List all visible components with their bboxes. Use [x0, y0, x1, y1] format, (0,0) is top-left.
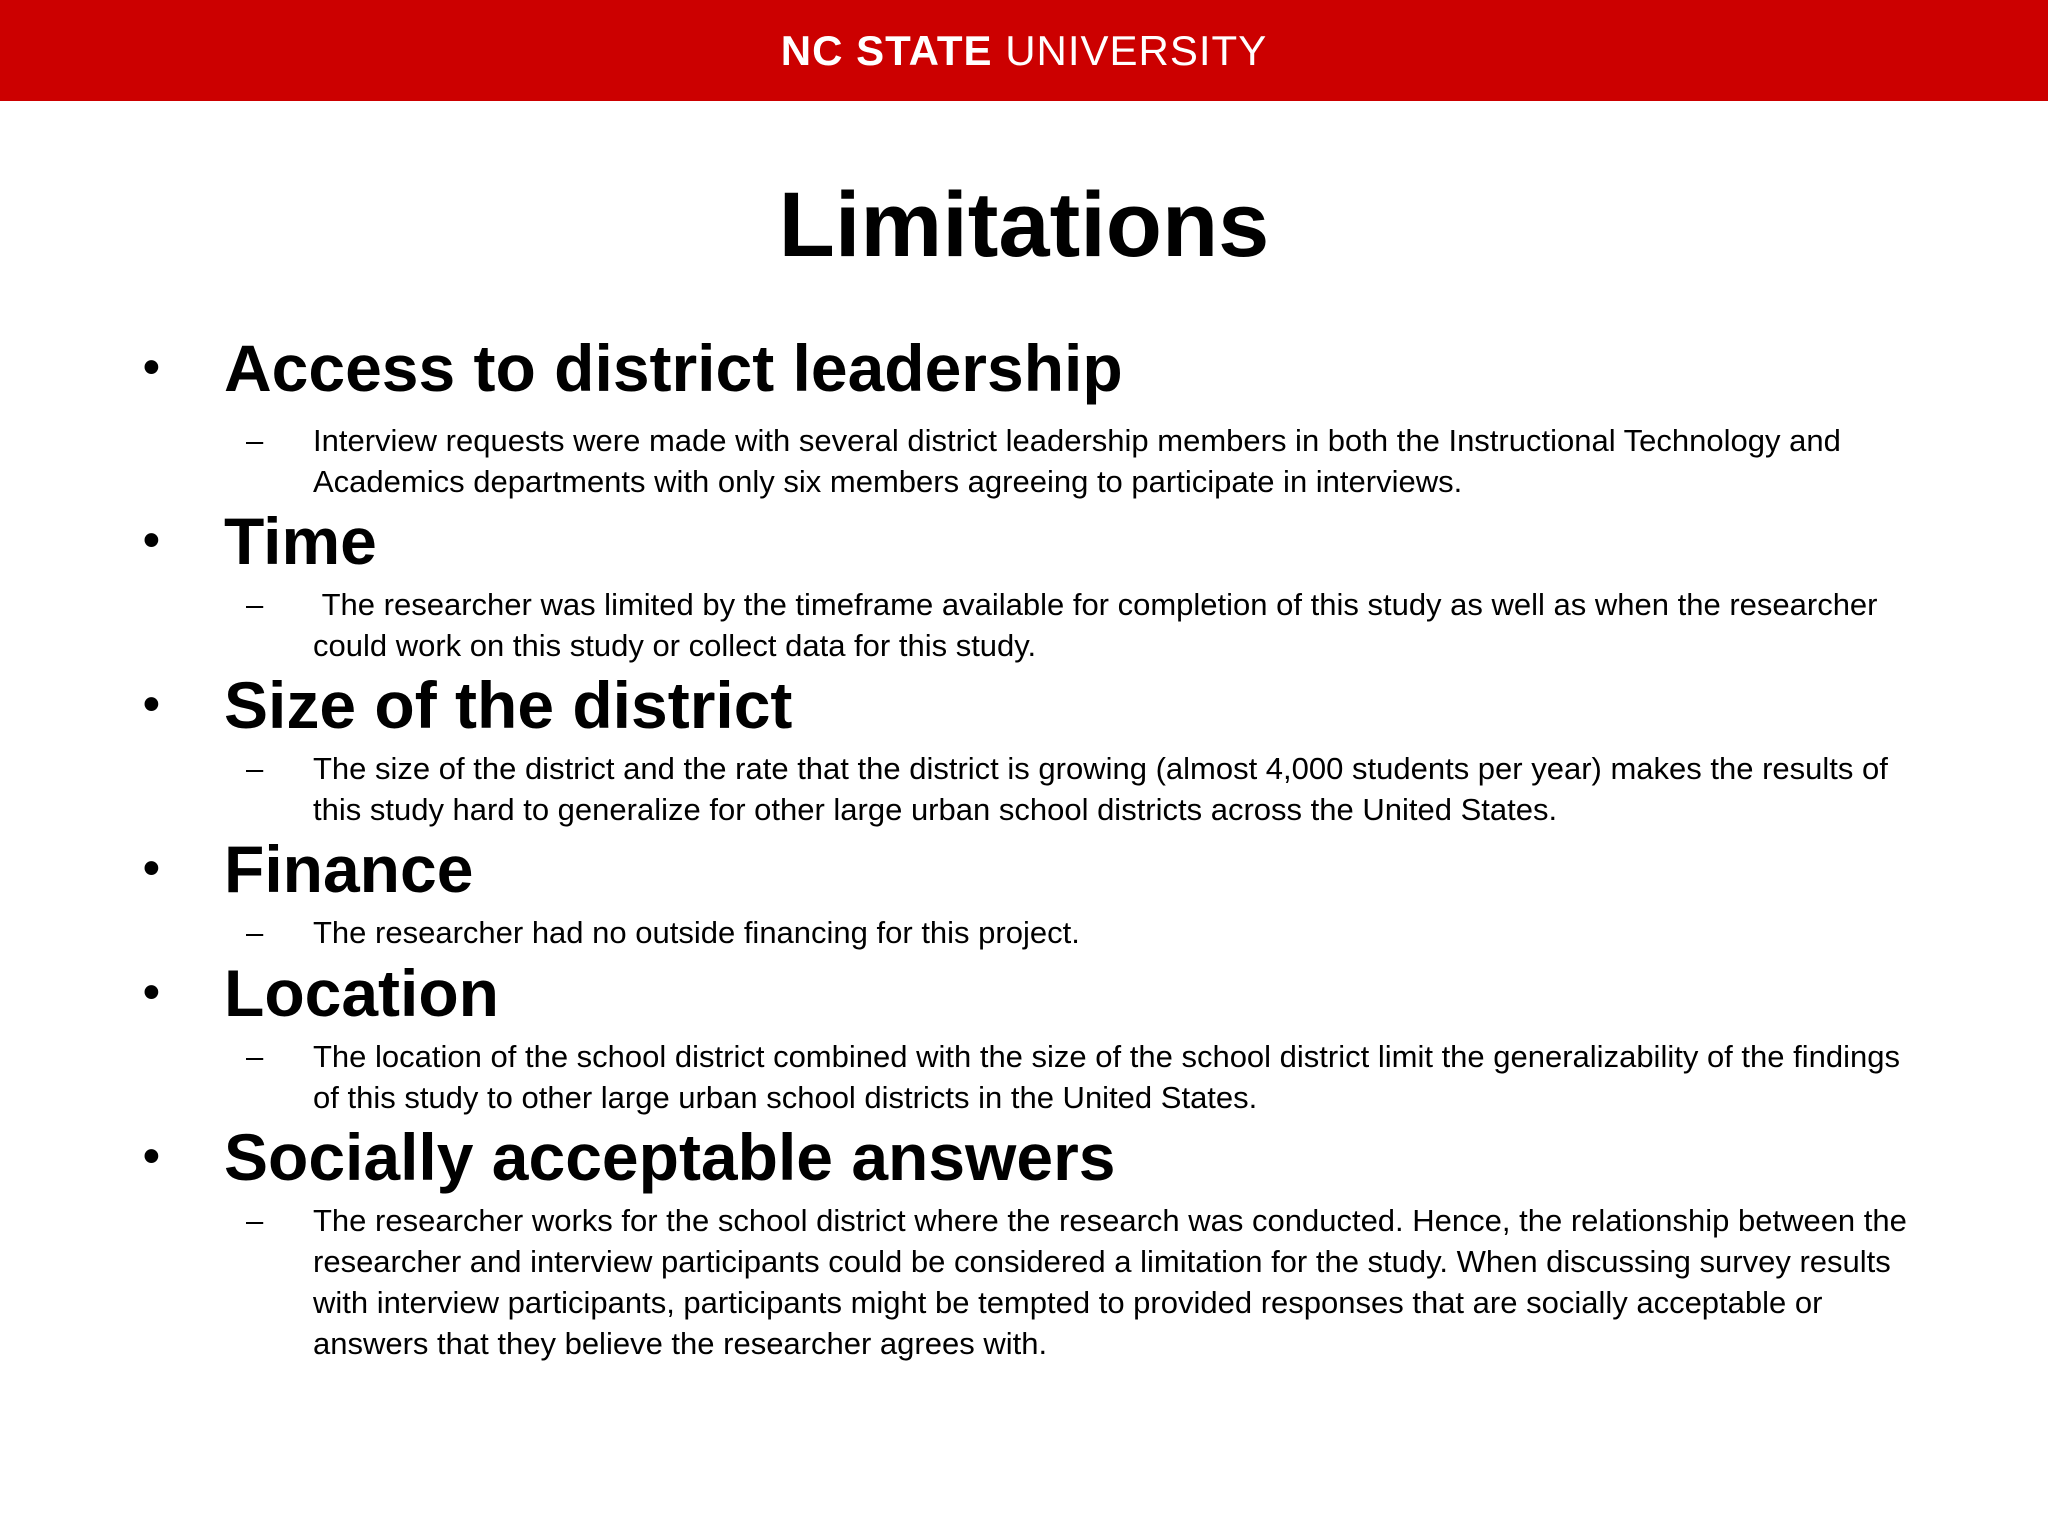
- item-heading: Size of the district: [224, 668, 793, 742]
- item-detail: Interview requests were made with several district leadership members in both the Instructional Technology and Academics departments with only six members agreeing to participate in interviews.: [313, 423, 1841, 499]
- item-heading: Access to district leadership: [224, 331, 1123, 405]
- bullet-icon: •: [143, 678, 160, 731]
- dash-icon: –: [246, 587, 264, 622]
- bullet-icon: •: [143, 1130, 160, 1183]
- bullet-icon: •: [143, 341, 160, 394]
- dash-icon: –: [246, 915, 264, 950]
- item-heading: Finance: [224, 832, 474, 906]
- logo-light-text: UNIVERSITY: [1005, 26, 1268, 74]
- bullet-icon: •: [143, 514, 160, 567]
- item-detail: The researcher was limited by the timeframe available for completion of this study as well as when the researcher could work on this study or collect data for this study.: [313, 587, 1887, 663]
- header-banner: [0, 0, 2048, 101]
- item-detail: The size of the district and the rate that the district is growing (almost 4,000 students per year) makes the results of this study hard to generalize for other large urban school districts across the United States.: [313, 751, 1888, 827]
- item-detail: The location of the school district combined with the size of the school district limit the generalizability of the findings of this study to other large urban school districts in the United States.: [313, 1039, 1900, 1115]
- item-heading: Socially acceptable answers: [224, 1120, 1116, 1194]
- item-detail: The researcher had no outside financing for this project.: [313, 915, 1080, 950]
- slide-title: Limitations: [778, 174, 1270, 276]
- logo-bold-text: NC STATE: [780, 26, 993, 74]
- dash-icon: –: [246, 423, 264, 458]
- dash-icon: –: [246, 1039, 264, 1074]
- bullet-icon: •: [143, 966, 160, 1019]
- dash-icon: –: [246, 1203, 264, 1238]
- dash-icon: –: [246, 751, 264, 786]
- item-heading: Location: [224, 956, 499, 1030]
- bullet-icon: •: [143, 842, 160, 895]
- item-heading: Time: [224, 504, 377, 578]
- nc-state-logo: [781, 27, 1267, 75]
- item-detail: The researcher works for the school district where the research was conducted. Hence, the relationship between the researcher and interview participants could be considered a limitation for the study. When discussing survey results with interview participants, participants might be tempted to provided responses that are socially acceptable or answers that they believe the researcher agrees with.: [313, 1203, 1907, 1361]
